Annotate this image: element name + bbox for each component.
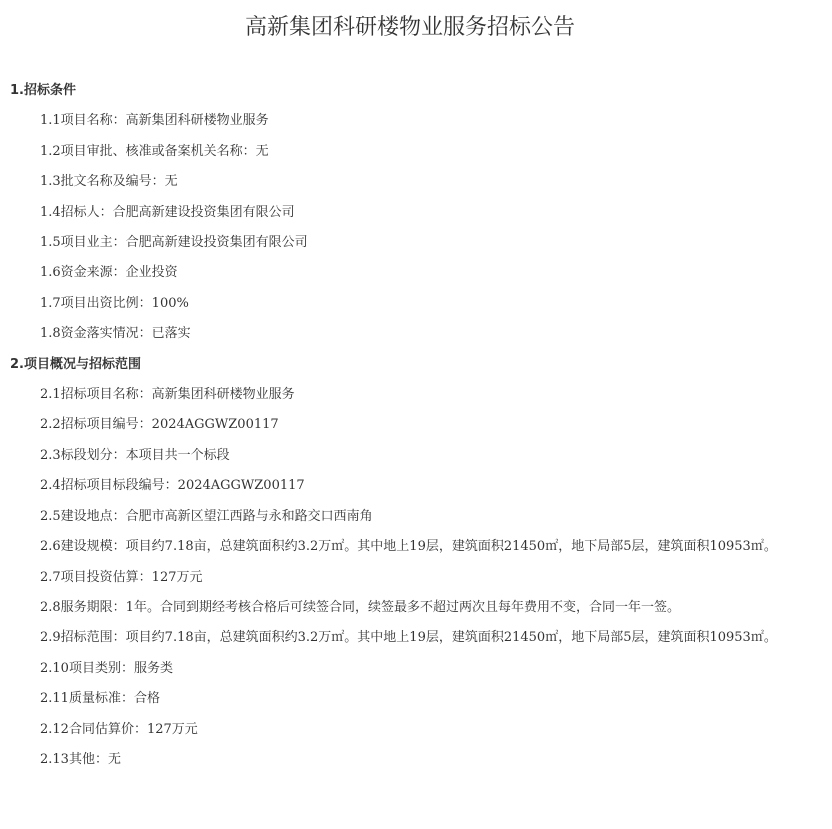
section-heading-bidding-conditions: 1.招标条件 xyxy=(10,83,76,98)
item-tenderer: 1.4招标人：合肥高新建设投资集团有限公司 xyxy=(40,204,295,220)
item-contract-estimate: 2.12合同估算价：127万元 xyxy=(40,721,198,737)
item-approval-authority: 1.2项目审批、核准或备案机关名称：无 xyxy=(40,143,269,159)
item-construction-scale: 2.6建设规模：项目约7.18亩，总建筑面积约3.2万㎡。其中地上19层，建筑面积21450㎡，地下局部5层，建筑面积10953㎡。 xyxy=(40,539,777,555)
item-funding-source: 1.6资金来源：企业投资 xyxy=(40,265,178,281)
item-tender-project-name: 2.1招标项目名称：高新集团科研楼物业服务 xyxy=(40,387,295,403)
item-construction-location: 2.5建设地点：合肥市高新区望江西路与永和路交口西南角 xyxy=(40,508,373,524)
item-service-period: 2.8服务期限：1年。合同到期经考核合格后可续签合同，续签最多不超过两次且每年费用不变，合同一年一签。 xyxy=(40,599,680,615)
item-project-category: 2.10项目类别：服务类 xyxy=(40,660,173,676)
section-heading-project-overview: 2.项目概况与招标范围 xyxy=(10,356,141,372)
item-project-owner: 1.5项目业主：合肥高新建设投资集团有限公司 xyxy=(40,235,308,251)
item-project-name: 1.1项目名称：高新集团科研楼物业服务 xyxy=(40,113,269,129)
item-funding-status: 1.8资金落实情况：已落实 xyxy=(40,326,191,342)
item-funding-ratio: 1.7项目出资比例：100% xyxy=(40,295,189,311)
item-tender-project-number: 2.2招标项目编号：2024AGGWZ00117 xyxy=(40,417,279,433)
item-lot-number: 2.4招标项目标段编号：2024AGGWZ00117 xyxy=(40,478,305,494)
item-other: 2.13其他：无 xyxy=(40,751,121,767)
page-title: 高新集团科研楼物业服务招标公告 xyxy=(244,15,575,40)
item-investment-estimate: 2.7项目投资估算：127万元 xyxy=(40,569,203,585)
item-approval-document: 1.3批文名称及编号：无 xyxy=(40,174,178,190)
item-tender-scope: 2.9招标范围：项目约7.18亩，总建筑面积约3.2万㎡。其中地上19层，建筑面积21450㎡，地下局部5层，建筑面积10953㎡。 xyxy=(40,630,777,646)
announcement-body xyxy=(10,76,810,775)
item-lot-division: 2.3标段划分：本项目共一个标段 xyxy=(40,447,230,463)
item-quality-standard: 2.11质量标准：合格 xyxy=(40,691,160,707)
